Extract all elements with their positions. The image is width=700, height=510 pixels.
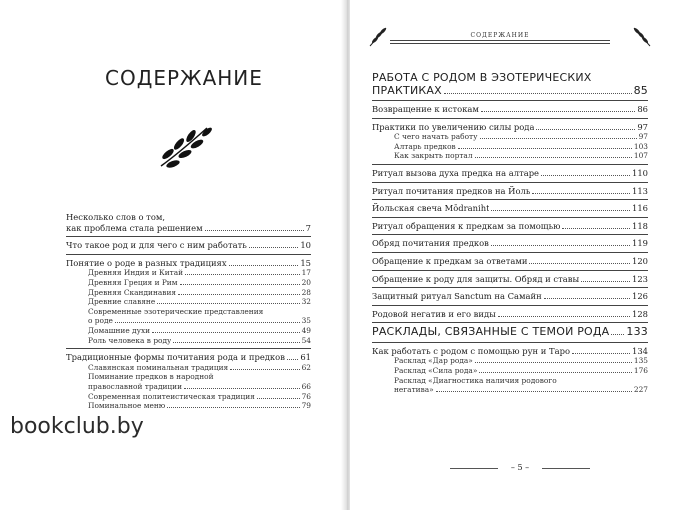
dot-leader: [167, 407, 299, 408]
toc-entry-title-line: Современные эзотерические представления: [88, 306, 264, 316]
dot-leader: [458, 148, 632, 149]
dot-leader: [257, 398, 300, 399]
toc-entry[interactable]: [372, 291, 648, 302]
dot-leader: [115, 322, 300, 323]
toc-entry-page: 66: [301, 381, 311, 391]
toc-entry-page: 54: [301, 335, 311, 345]
toc-entry-title-line: Расклад «Диагностика наличия родового: [394, 375, 557, 385]
dot-leader: [152, 332, 300, 333]
toc-entry-page: 116: [632, 203, 648, 214]
toc-entry-title: Алтарь предков: [394, 141, 456, 151]
toc-entry-title: Роль человека в роду: [88, 335, 172, 345]
toc-entry-page: 120: [632, 255, 648, 266]
toc-entry-page: 85: [633, 83, 648, 97]
header-rule: [390, 40, 610, 41]
toc-entry-page: 126: [632, 291, 648, 302]
dot-leader: [562, 228, 630, 229]
dot-leader: [498, 316, 630, 317]
toc-entry-title: Йольская свеча Mōdraniht: [372, 203, 490, 214]
toc-entry-page: 17: [301, 268, 311, 278]
toc-entry-page: 128: [632, 308, 648, 319]
toc-entry-title: как проблема стала решением: [66, 222, 203, 233]
toc-entry-page: 107: [633, 151, 648, 161]
toc-entry-title: о роде: [88, 316, 113, 326]
toc-entry-title: Традиционные формы почитания рода и предков: [66, 352, 285, 363]
dot-leader: [287, 359, 298, 360]
toc-entry[interactable]: [66, 401, 311, 411]
toc-entry-title: Ритуал обращения к предкам за помощью: [372, 220, 561, 231]
toc-entry[interactable]: [372, 356, 648, 366]
toc-entry-title: православной традиции: [88, 381, 183, 391]
toc-entry-title: Понятие о роде в разных традициях: [66, 257, 227, 268]
dot-leader: [157, 303, 299, 304]
dot-leader: [173, 342, 299, 343]
dot-leader: [444, 93, 632, 94]
toc-entry-page: 123: [632, 273, 648, 284]
toc-left: [66, 212, 311, 411]
toc-entry-title-line: РАБОТА С РОДОМ В ЭЗОТЕРИЧЕСКИХ: [372, 71, 592, 84]
dot-leader: [480, 138, 637, 139]
toc-entry-title-line: Поминание предков в народной: [88, 372, 214, 382]
toc-entry-page: 32: [301, 297, 311, 307]
toc-entry-title: Ритуал вызова духа предка на алтаре: [372, 167, 540, 178]
toc-entry-page: 133: [626, 325, 648, 339]
toc-entry-page: 134: [632, 345, 648, 356]
toc-entry-title: Как закрыть портал: [394, 151, 473, 161]
toc-entry-page: 135: [633, 356, 648, 366]
toc-entry-page: 110: [632, 167, 648, 178]
toc-entry-title-line: Несколько слов о том,: [66, 212, 166, 222]
section-rule: [372, 100, 648, 101]
dot-leader: [229, 265, 299, 266]
dot-leader: [475, 157, 632, 158]
toc-entry-title: Как работать с родом с помощью рун и Таро: [372, 345, 571, 356]
toc-entry-title: Что такое род и для чего с ним работать: [66, 240, 247, 251]
dot-leader: [475, 362, 632, 363]
section-rule: [372, 270, 648, 271]
dot-leader: [178, 294, 300, 295]
toc-entry[interactable]: [372, 203, 648, 214]
page-number: – 5 –: [510, 463, 530, 472]
section-rule: [372, 234, 648, 235]
dot-leader: [529, 263, 630, 264]
section-rule: [66, 254, 311, 255]
dot-leader: [536, 129, 635, 130]
wheat-ornament-icon: [630, 24, 652, 48]
toc-entry-page: 7: [305, 222, 311, 233]
toc-entry-title: РАСКЛАДЫ, СВЯЗАННЫЕ С ТЕМОЙ РОДА: [372, 326, 610, 339]
dot-leader: [230, 369, 299, 370]
toc-entry-title: Расклад «Сила рода»: [394, 366, 478, 375]
toc-entry[interactable]: [372, 186, 648, 197]
toc-entry-title: Древняя Индия и Китай: [88, 268, 184, 278]
toc-entry-page: 176: [633, 366, 648, 375]
toc-entry[interactable]: [372, 326, 648, 339]
toc-entry[interactable]: [372, 122, 648, 133]
toc-entry-page: 76: [301, 391, 311, 401]
section-rule: [66, 236, 311, 237]
toc-entry[interactable]: [66, 336, 311, 346]
toc-entry[interactable]: [66, 372, 311, 391]
toc-entry[interactable]: [372, 366, 648, 376]
header-rule: [390, 43, 610, 44]
section-rule: [372, 287, 648, 288]
toc-entry[interactable]: [372, 168, 648, 179]
toc-entry[interactable]: [372, 238, 648, 249]
toc-entry-page: 61: [300, 352, 311, 363]
toc-entry-title: Возвращение к истокам: [372, 104, 479, 114]
toc-entry-title: Современная политеистическая традиция: [88, 391, 255, 401]
toc-entry-page: 49: [301, 325, 311, 335]
toc-entry[interactable]: [66, 268, 311, 278]
section-rule: [372, 164, 648, 165]
toc-entry-title: Поминальное меню: [88, 401, 166, 411]
dot-leader: [205, 230, 304, 231]
toc-entry-title: Расклад «Дар рода»: [394, 356, 473, 366]
toc-entry[interactable]: [66, 240, 311, 251]
toc-entry-title: Древняя Греция и Рим: [88, 277, 178, 287]
section-rule: [372, 217, 648, 218]
toc-entry[interactable]: [372, 221, 648, 232]
toc-entry[interactable]: [66, 352, 311, 363]
toc-entry-page: 35: [301, 316, 311, 326]
toc-entry-page: 86: [637, 104, 648, 114]
dot-leader: [184, 388, 300, 389]
toc-entry[interactable]: [66, 363, 311, 373]
toc-entry[interactable]: [372, 346, 648, 357]
section-rule: [372, 342, 648, 343]
toc-entry[interactable]: [66, 278, 311, 288]
section-rule: [372, 252, 648, 253]
section-rule: [372, 182, 648, 183]
toc-entry-title: С чего начать работу: [394, 132, 478, 142]
dot-leader: [572, 353, 630, 354]
toc-entry-page: 15: [300, 257, 311, 268]
toc-entry[interactable]: [66, 212, 311, 233]
toc-entry-title: Ритуал почитания предков на Йоль: [372, 185, 531, 196]
toc-entry[interactable]: [66, 326, 311, 336]
toc-entry[interactable]: [66, 392, 311, 402]
toc-entry-title: Древние славяне: [88, 297, 156, 307]
toc-entry-title: Древняя Скандинавия: [88, 287, 177, 297]
toc-entry[interactable]: [66, 258, 311, 269]
dot-leader: [479, 372, 632, 373]
toc-entry[interactable]: [66, 307, 311, 326]
toc-entry[interactable]: [372, 376, 648, 395]
dot-leader: [532, 193, 630, 194]
page-title: СОДЕРЖАНИЕ: [105, 66, 263, 90]
toc-entry-page: 10: [300, 240, 311, 251]
toc-entry-title: Обращение к предкам за ответами: [372, 255, 528, 266]
dot-leader: [544, 298, 630, 299]
toc-entry[interactable]: [372, 72, 648, 97]
dot-leader: [491, 210, 630, 211]
toc-entry[interactable]: [372, 309, 648, 320]
section-rule: [372, 322, 648, 323]
footer-rule: [542, 468, 590, 469]
dot-leader: [249, 247, 299, 248]
section-rule: [372, 305, 648, 306]
dot-leader: [180, 284, 300, 285]
toc-entry-page: 227: [633, 385, 648, 395]
toc-entry-page: 28: [301, 287, 311, 297]
toc-entry-title: Обряд почитания предков: [372, 238, 489, 249]
page-number-value: 5: [517, 463, 523, 472]
toc-entry-page: 97: [638, 132, 648, 142]
toc-entry-title: Родовой негатив и его виды: [372, 308, 496, 319]
dot-leader: [436, 391, 632, 392]
toc-entry[interactable]: [372, 142, 648, 152]
toc-entry-page: 97: [637, 121, 648, 132]
toc-entry-title: Домашние духи: [88, 325, 151, 335]
section-rule: [372, 199, 648, 200]
toc-entry[interactable]: [66, 288, 311, 298]
toc-entry-title: ПРАКТИКАХ: [372, 84, 442, 97]
toc-entry-title: Практики по увеличению силы рода: [372, 121, 535, 132]
toc-entry-page: 62: [301, 362, 311, 372]
section-rule: [66, 348, 311, 349]
toc-entry[interactable]: [372, 274, 648, 285]
section-rule: [372, 118, 648, 119]
toc-entry-title: Обращение к роду для защиты. Обряд и ставы: [372, 273, 580, 284]
toc-entry-title: негатива»: [394, 385, 434, 395]
wheat-ornament-icon: [368, 24, 390, 48]
toc-entry[interactable]: [372, 132, 648, 142]
dot-leader: [541, 175, 630, 176]
dot-leader: [185, 274, 300, 275]
watermark: bookclub.by: [4, 412, 150, 443]
running-header: СОДЕРЖАНИЕ: [470, 32, 530, 39]
dot-leader: [481, 111, 635, 112]
right-page: [350, 0, 700, 510]
toc-entry-page: 119: [632, 238, 648, 249]
toc-right: [372, 72, 648, 395]
toc-entry[interactable]: [372, 256, 648, 267]
toc-entry[interactable]: [66, 297, 311, 307]
toc-entry[interactable]: [372, 104, 648, 115]
toc-entry-page: 118: [632, 220, 648, 231]
toc-entry-title: Славянская поминальная традиция: [88, 362, 229, 372]
toc-entry-page: 113: [632, 185, 648, 196]
dot-leader: [611, 334, 624, 335]
toc-entry-page: 20: [301, 277, 311, 287]
dot-leader: [581, 281, 630, 282]
toc-entry-page: 103: [633, 141, 648, 151]
toc-entry[interactable]: [372, 151, 648, 161]
dot-leader: [491, 245, 630, 246]
leaf-sprig-icon: [155, 122, 215, 172]
toc-entry-page: 79: [301, 401, 311, 411]
toc-entry-title: Защитный ритуал Sanctum на Самайн: [372, 291, 542, 302]
